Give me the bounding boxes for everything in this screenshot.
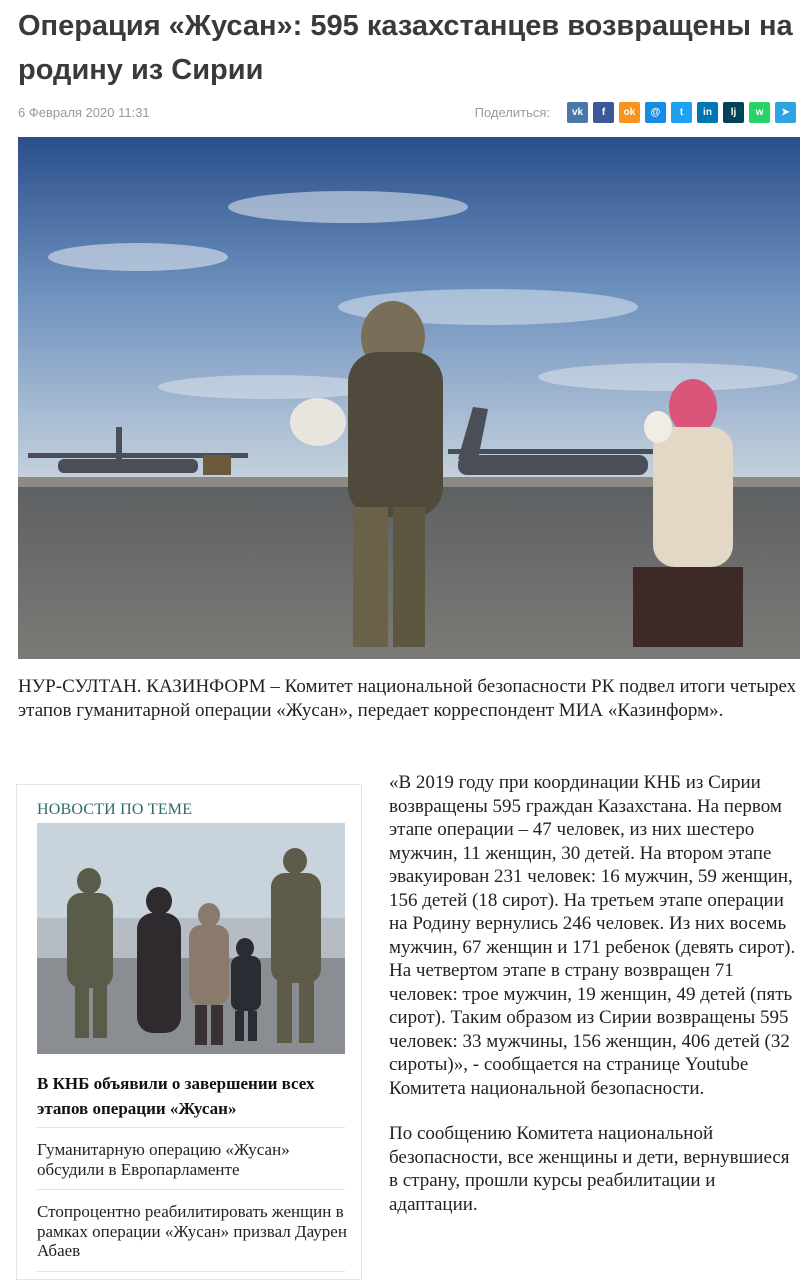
related-divider [37, 1271, 345, 1272]
related-heading: НОВОСТИ ПО ТЕМЕ [37, 801, 193, 818]
related-item-abaev[interactable]: Стопроцентно реабилитировать женщин в рамках операции «Жусан» призвал Даурен Абаев [37, 1202, 347, 1260]
article-paragraph: По сообщению Комитета национальной безопасности, все женщины и дети, вернувшиеся в страну, прошли курсы реабилитации и адаптации. [389, 1123, 790, 1215]
vk-icon[interactable]: vk [567, 102, 588, 123]
livejournal-icon[interactable]: lj [723, 102, 744, 123]
linkedin-icon[interactable]: in [697, 102, 718, 123]
related-news-image[interactable] [37, 823, 345, 1054]
whatsapp-icon[interactable]: w [749, 102, 770, 123]
article-paragraph: «В 2019 году при координации КНБ из Сирии возвращены 595 граждан Казахстана. На первом этапе операции – 47 человек, из них шестеро мужчин, 11 женщин, 30 детей. На втором этапе эвакуирован 231 человек: 16 мужчин, 59 женщин, 156 детей (18 сирот). На третьем этапе операции на Родину вернулись 246 человек. Из них восемь мужчин, 67 женщин и 171 ребенок (девять сирот). На четвертом этапе в страну возвращен 71 человек: трое мужчин, 19 женщин, 49 детей (пять сирот). Таким образом из Сирии возвращены 595 человек: 33 мужчины, 156 женщин, 406 детей (32 сироты)», - сообщается на странице Youtube Комитета национальной безопасности. [389, 772, 796, 1099]
share-label: Поделиться: [474, 105, 550, 120]
telegram-icon[interactable]: ➤ [775, 102, 796, 123]
share-bar [475, 102, 796, 123]
share-buttons [562, 102, 796, 123]
related-news-box [16, 784, 362, 1280]
moimir-icon[interactable]: @ [645, 102, 666, 123]
hero-photo [18, 137, 800, 659]
related-item-europarliament[interactable]: Гуманитарную операцию «Жусан» обсудили в Европарламенте [37, 1140, 290, 1179]
related-divider [37, 1127, 345, 1128]
article-title: Операция «Жусан»: 595 казахстанцев возвращены на родину из Сирии [18, 10, 793, 86]
related-divider [37, 1189, 345, 1190]
related-main-headline[interactable]: В КНБ объявили о завершении всех этапов операции «Жусан» [37, 1074, 315, 1118]
facebook-icon[interactable]: f [593, 102, 614, 123]
odnoklassniki-icon[interactable]: ok [619, 102, 640, 123]
publish-date: 6 Февраля 2020 11:31 [18, 105, 150, 120]
article-lead: НУР-СУЛТАН. КАЗИНФОРМ – Комитет национальной безопасности РК подвел итоги четырех этапов гуманитарной операции «Жусан», передает корреспондент МИА «Казинформ». [18, 676, 797, 721]
article-body [389, 771, 799, 1238]
twitter-icon[interactable]: t [671, 102, 692, 123]
